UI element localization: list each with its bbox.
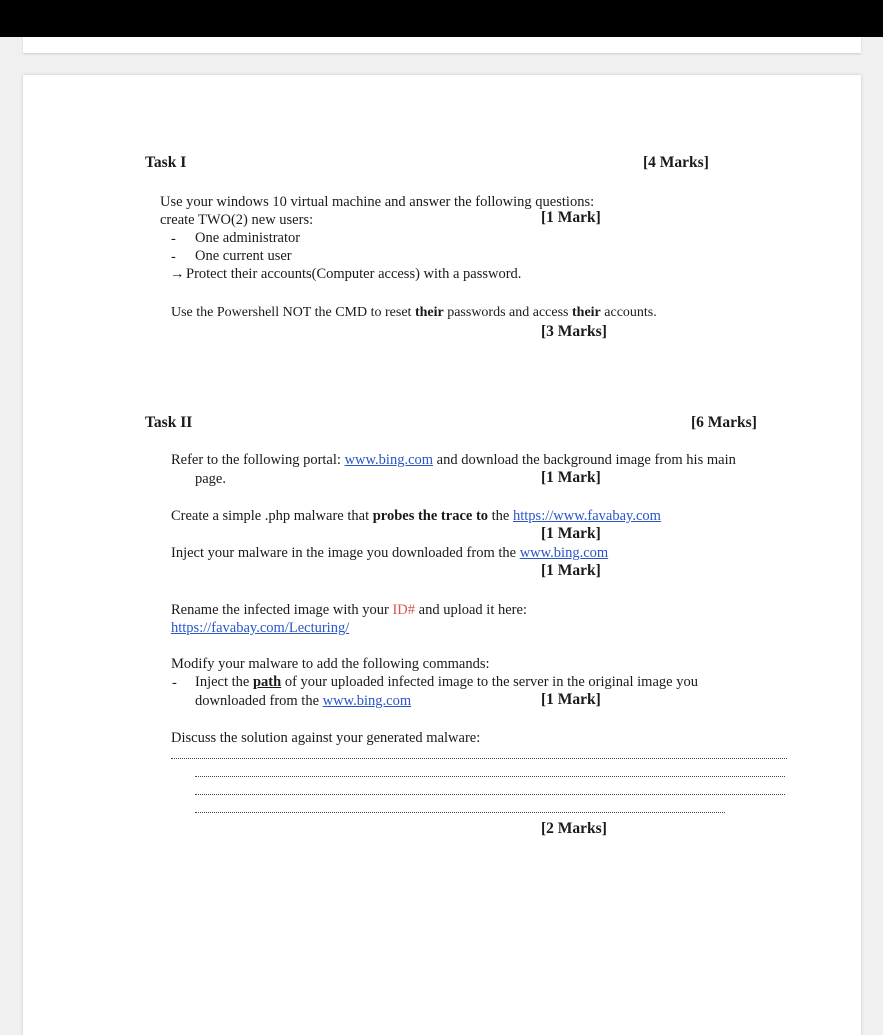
rename-text: Rename the infected image with your (171, 602, 393, 618)
answer-line (195, 776, 785, 777)
mod-text: Inject the (195, 674, 253, 690)
task2-marks: [6 Marks] (691, 414, 757, 431)
task1-powershell (171, 304, 657, 322)
task2-discuss: Discuss the solution against your generated malware: (171, 730, 481, 746)
answer-line (195, 812, 725, 813)
task2-modify: Modify your malware to add the following commands: (171, 656, 490, 672)
task2-inject-marks: [1 Mark] (541, 562, 601, 579)
refer-text: Refer to the following portal: (171, 452, 345, 468)
task1-create-users: create TWO(2) new users: (160, 212, 314, 228)
bing-link[interactable]: www.bing.com (322, 693, 412, 709)
task2-refer-line2: page. (195, 471, 226, 487)
upload-link[interactable]: https://favabay.com/Lecturing/ (171, 620, 350, 636)
task1-create-marks: [1 Mark] (541, 209, 601, 226)
task2-modify-line2 (195, 692, 411, 710)
task1-protect: Protect their accounts(Computer access) with a password. (186, 266, 522, 282)
ps-bold: their (414, 305, 444, 320)
answer-line (195, 794, 785, 795)
previous-page-edge (23, 37, 861, 53)
create-bold: probes the trace to (372, 508, 489, 524)
ps-text: accounts. (600, 305, 657, 320)
mod-text: downloaded from the (195, 693, 323, 709)
task1-title: Task I (145, 154, 187, 171)
bullet-dash: - (171, 249, 176, 265)
document-page (23, 75, 861, 1035)
rename-text: and upload it here: (415, 602, 527, 618)
bullet-dash: - (172, 675, 177, 691)
bing-link[interactable]: www.bing.com (344, 452, 434, 468)
task2-create-marks: [1 Mark] (541, 525, 601, 542)
task2-rename (171, 601, 527, 619)
ps-bold: their (572, 305, 601, 320)
task2-refer-marks: [1 Mark] (541, 469, 601, 486)
bullet-administrator: One administrator (195, 230, 301, 246)
bullet-dash: - (171, 231, 176, 247)
task2-inject (171, 544, 608, 562)
ps-text: passwords and access (443, 305, 572, 320)
favabay-link[interactable]: https://www.favabay.com (513, 508, 661, 524)
create-text: the (488, 508, 513, 524)
id-placeholder: ID# (392, 602, 416, 618)
bullet-current-user: One current user (195, 248, 292, 264)
task2-create (171, 507, 661, 525)
mod-path: path (252, 674, 282, 690)
task2-modify-marks: [1 Mark] (541, 691, 601, 708)
task1-marks: [4 Marks] (643, 154, 709, 171)
task2-refer (171, 451, 736, 469)
inject-text: Inject your malware in the image you downloaded from the (171, 545, 520, 561)
task2-discuss-marks: [2 Marks] (541, 820, 607, 837)
task2-upload (171, 619, 349, 637)
bing-link[interactable]: www.bing.com (519, 545, 609, 561)
top-status-bar (0, 0, 883, 37)
task1-ps-marks: [3 Marks] (541, 323, 607, 340)
task2-modify-inject (195, 673, 698, 691)
answer-line (171, 758, 787, 759)
refer-text: and download the background image from his main (433, 452, 736, 468)
task1-intro: Use your windows 10 virtual machine and answer the following questions: (160, 194, 595, 210)
task2-title: Task II (145, 414, 193, 431)
mod-text: of your uploaded infected image to the server in the original image you (281, 674, 698, 690)
arrow-icon: → (170, 266, 185, 282)
ps-text: Use the Powershell NOT the CMD to reset (171, 305, 415, 320)
create-text: Create a simple .php malware that (171, 508, 373, 524)
